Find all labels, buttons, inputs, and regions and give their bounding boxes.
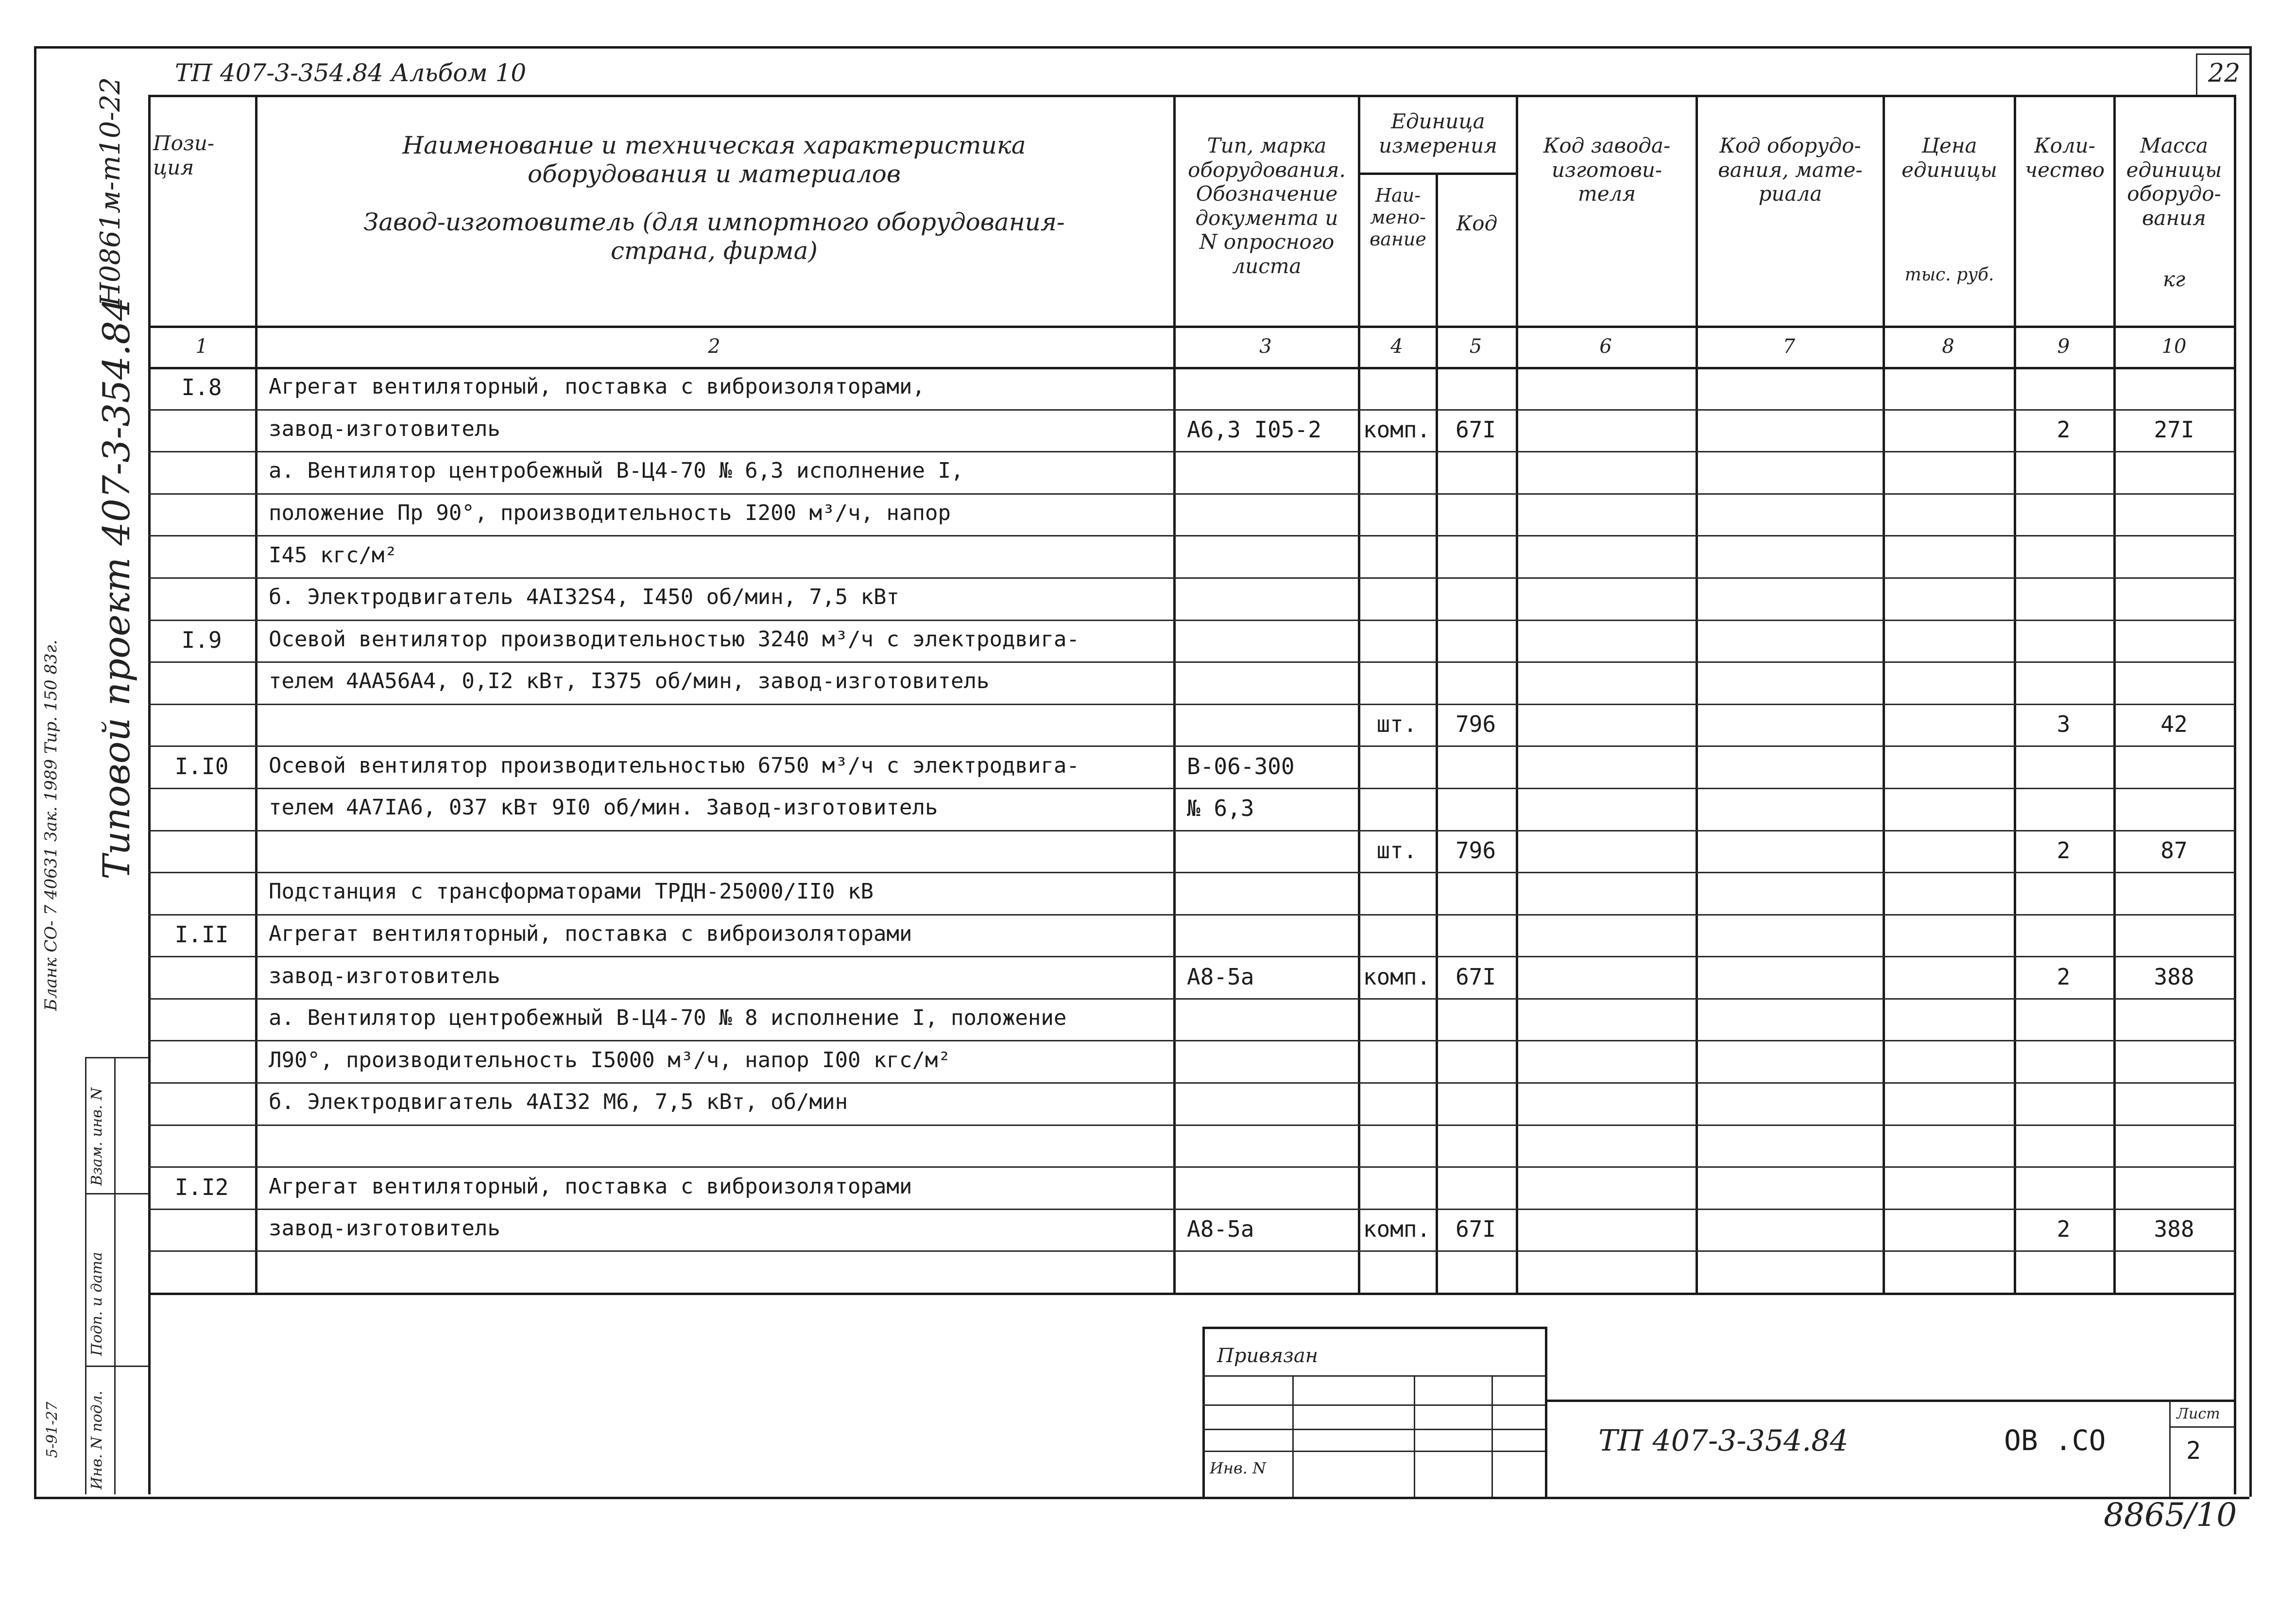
row-separator xyxy=(148,661,2235,663)
stamp-doc-code: ТП 407-3-354.84 xyxy=(1598,1424,1849,1458)
row-separator xyxy=(148,1166,2235,1168)
col-header-unit-code: Код xyxy=(1456,211,1498,235)
row-name: Осевой вентилятор производительностью 6750 м³/ч с электродвига- xyxy=(269,753,1079,778)
row-separator xyxy=(148,493,2235,495)
row-name: Агрегат вентиляторный, поставка с виброизоляторами xyxy=(269,921,912,946)
row-name: телем 4АА56А4, 0,I2 кВт, I375 об/мин, завод-изготовитель xyxy=(269,669,990,693)
row-type: А8-5а xyxy=(1187,964,1254,990)
row-name: б. Электродвигатель 4АI32 М6, 7,5 кВт, об/мин xyxy=(269,1090,848,1114)
row-unit: комп. xyxy=(1363,416,1431,443)
side-box-sign: Подп. и дата xyxy=(88,1252,105,1356)
stamp-mark: ОВ .СО xyxy=(2004,1424,2106,1457)
row-mass: 388 xyxy=(2154,1216,2194,1242)
row-separator xyxy=(148,704,2235,705)
row-quantity: 2 xyxy=(2056,837,2071,864)
row-position: I.8 xyxy=(181,374,222,400)
stamp-sheet-value: 2 xyxy=(2186,1436,2201,1465)
row-separator xyxy=(148,451,2235,452)
col-num-6: 6 xyxy=(1599,335,1612,358)
row-separator xyxy=(148,998,2235,1000)
row-separator xyxy=(148,1040,2235,1041)
row-name: положение Пр 90°, производительность I200 м³/ч, напор xyxy=(269,501,951,525)
table-top xyxy=(148,95,2235,97)
row-name: завод-изготовитель xyxy=(269,416,500,441)
row-quantity: 3 xyxy=(2056,711,2071,737)
row-quantity: 2 xyxy=(2056,1216,2071,1242)
row-separator xyxy=(148,1125,2235,1126)
row-mass: 27I xyxy=(2154,416,2194,443)
row-unit-code: 67I xyxy=(1455,1216,1496,1242)
col-header-name: Наименование и техническая характеристика оборудования и материалов Завод-изготовитель (для импортного оборудования- страна, фирма) xyxy=(363,131,1065,265)
row-mass: 388 xyxy=(2154,964,2194,990)
row-separator xyxy=(148,1082,2235,1084)
row-quantity: 2 xyxy=(2056,416,2071,443)
row-unit-code: 796 xyxy=(1455,711,1496,737)
row-name: а. Вентилятор центробежный В-Ц4-70 № 6,3 исполнение I, xyxy=(269,458,964,483)
row-unit: шт. xyxy=(1376,711,1417,737)
row-type: № 6,3 xyxy=(1187,795,1254,821)
row-name: Л90°, производительность I5000 м³/ч, напор I00 кгс/м² xyxy=(269,1048,951,1073)
side-code: Н0861м-т10-22 xyxy=(95,77,126,306)
row-position: I.I2 xyxy=(174,1174,229,1200)
stamp-privyazan: Привязан xyxy=(1217,1345,1319,1367)
frame-bottom xyxy=(34,1497,2249,1499)
row-separator xyxy=(148,956,2235,957)
row-type: В-06-300 xyxy=(1187,753,1295,779)
row-name: I45 кгс/м² xyxy=(269,543,397,568)
row-separator xyxy=(148,409,2235,411)
col-header-maker-code: Код завода- изготови- теля xyxy=(1543,134,1671,206)
col-header-equipment-code: Код оборудо- вания, мате- риала xyxy=(1718,134,1863,206)
col-header-mass: Масса единицы оборудо- вания xyxy=(2126,134,2222,230)
col-num-8: 8 xyxy=(1942,335,1954,358)
row-separator xyxy=(148,872,2235,873)
row-separator xyxy=(148,745,2235,747)
col-header-price-unit: тыс. руб. xyxy=(1904,265,1994,285)
row-position: I.II xyxy=(174,921,229,948)
sheet-number: 22 xyxy=(2208,59,2241,88)
col-num-4: 4 xyxy=(1390,335,1403,358)
col-num-1: 1 xyxy=(195,335,208,358)
col-num-2: 2 xyxy=(708,335,720,358)
row-unit: комп. xyxy=(1363,964,1431,990)
row-position: I.9 xyxy=(181,627,222,653)
inner-left-border xyxy=(148,95,151,1494)
col-header-position: Пози- ция xyxy=(153,131,215,179)
frame-top xyxy=(34,46,2249,49)
row-unit-code: 67I xyxy=(1455,416,1496,443)
side-box-replace: Взам. инв. N xyxy=(88,1087,105,1186)
row-quantity: 2 xyxy=(2056,964,2071,990)
col-header-unit-group: Единица измерения xyxy=(1379,109,1497,157)
side-project: Типовой проект 407-3-354.84 xyxy=(95,297,138,880)
side-box-inv: Инв. N подл. xyxy=(88,1390,105,1489)
col-num-5: 5 xyxy=(1469,335,1482,358)
col-num-9: 9 xyxy=(2057,335,2070,358)
col-num-10: 10 xyxy=(2161,335,2187,358)
row-unit-code: 67I xyxy=(1455,964,1496,990)
footer-note: 8865/10 xyxy=(2104,1496,2237,1534)
col-header-quantity: Коли- чество xyxy=(2024,134,2105,182)
frame-left xyxy=(34,46,36,1497)
row-unit-code: 796 xyxy=(1455,837,1496,864)
row-unit: комп. xyxy=(1363,1216,1431,1242)
row-name: а. Вентилятор центробежный В-Ц4-70 № 8 исполнение I, положение xyxy=(269,1005,1067,1030)
col-header-type: Тип, марка оборудования. Обозначение документа и N опросного листа xyxy=(1188,134,1346,278)
side-blank: Бланк СО- 7 40631 Зак. 1989 Тир. 150 83г. xyxy=(41,640,61,1011)
row-separator xyxy=(148,577,2235,579)
col-header-unit-name: Наи- мено- вание xyxy=(1370,185,1426,250)
row-separator xyxy=(148,1250,2235,1252)
frame-right xyxy=(2249,46,2252,1497)
row-separator xyxy=(148,1209,2235,1210)
row-name: б. Электродвигатель 4АI32S4, I450 об/мин, 7,5 кВт xyxy=(269,585,900,609)
row-type: А8-5а xyxy=(1187,1216,1254,1242)
album-title: ТП 407-3-354.84 Альбом 10 xyxy=(175,59,527,87)
col-num-3: 3 xyxy=(1259,335,1272,358)
row-name: Агрегат вентиляторный, поставка с виброизоляторами xyxy=(269,1174,912,1199)
row-name: Подстанция с трансформаторами ТРДН-25000/II0 кВ xyxy=(269,879,874,904)
stamp-sheet-label: Лист xyxy=(2176,1405,2220,1422)
row-type: А6,3 I05-2 xyxy=(1187,416,1321,443)
row-mass: 42 xyxy=(2160,711,2188,737)
row-position: I.I0 xyxy=(174,753,229,779)
row-unit: шт. xyxy=(1376,837,1417,864)
side-scribble: 5-91-27 xyxy=(44,1401,61,1458)
row-separator xyxy=(148,620,2235,621)
row-separator xyxy=(148,914,2235,916)
row-name: Осевой вентилятор производительностью 3240 м³/ч с электродвига- xyxy=(269,627,1079,652)
col-num-7: 7 xyxy=(1782,335,1796,358)
row-separator xyxy=(148,535,2235,536)
col-header-mass-unit: кг xyxy=(2162,267,2186,291)
row-name: Агрегат вентиляторный, поставка с виброизоляторами, xyxy=(269,374,925,399)
row-separator xyxy=(148,788,2235,789)
row-name: телем 4А7IА6, 037 кВт 9I0 об/мин. Завод-изготовитель xyxy=(269,795,938,820)
row-name: завод-изготовитель xyxy=(269,1216,500,1241)
stamp-inv: Инв. N xyxy=(1210,1459,1266,1477)
inner-right-border xyxy=(2234,95,2236,1494)
col-header-price: Цена единицы xyxy=(1902,134,1997,182)
row-name: завод-изготовитель xyxy=(269,964,500,988)
row-mass: 87 xyxy=(2160,837,2188,864)
row-separator xyxy=(148,830,2235,831)
